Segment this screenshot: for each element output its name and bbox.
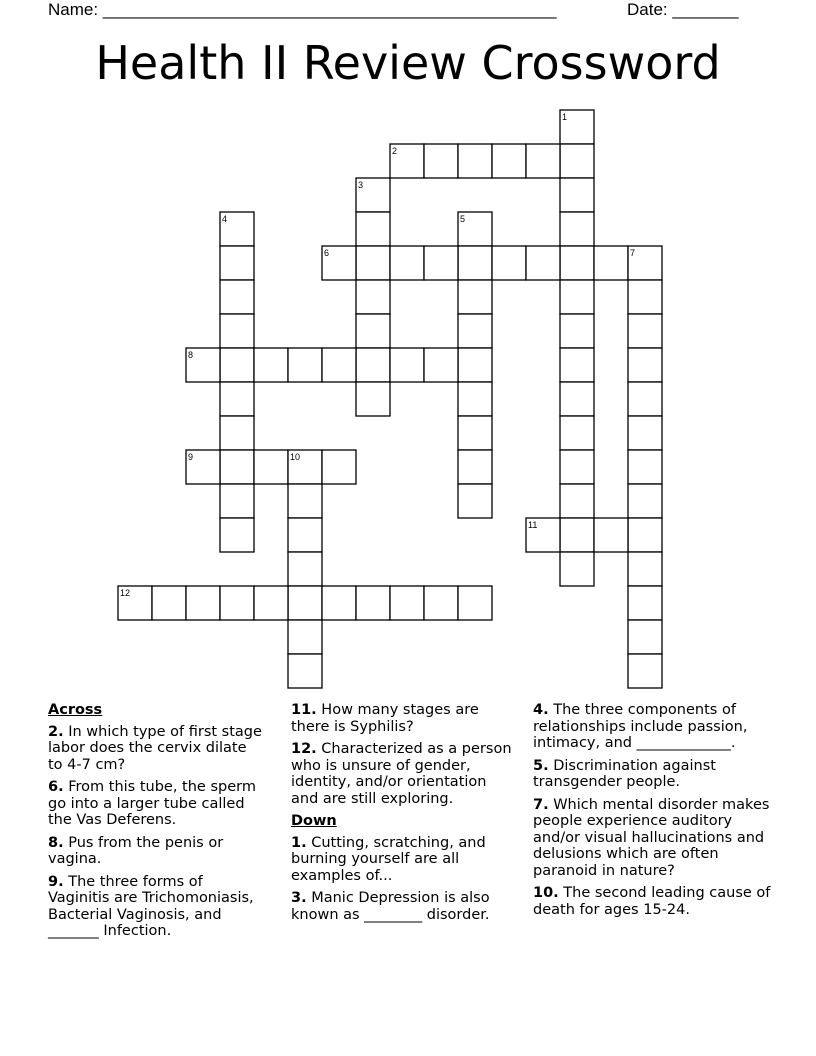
- grid-cell[interactable]: [560, 552, 594, 586]
- grid-cell[interactable]: [424, 586, 458, 620]
- grid-cell[interactable]: [288, 348, 322, 382]
- grid-cell[interactable]: [356, 586, 390, 620]
- grid-cell[interactable]: [220, 586, 254, 620]
- grid-cell[interactable]: [458, 450, 492, 484]
- clue-down-1: 1. Cutting, scratching, and burning yourself are all examples of...: [291, 834, 486, 884]
- grid-clue-number: 6: [324, 248, 330, 258]
- grid-cell[interactable]: [526, 246, 560, 280]
- grid-cell[interactable]: [152, 586, 186, 620]
- grid-cell[interactable]: [628, 586, 662, 620]
- grid-cell[interactable]: [254, 348, 288, 382]
- grid-cell[interactable]: [390, 246, 424, 280]
- clue-down-3: 3. Manic Depression is also known as ________ disorder.: [291, 890, 490, 923]
- clue-across-11: 11. How many stages are there is Syphilis?: [291, 702, 479, 735]
- grid-cell[interactable]: [458, 144, 492, 178]
- grid-cell[interactable]: [458, 586, 492, 620]
- clues-column-1: [48, 702, 263, 946]
- grid-cell[interactable]: [220, 348, 254, 382]
- grid-cell[interactable]: [628, 416, 662, 450]
- grid-clue-number: 2: [392, 146, 398, 156]
- clues-column-2: [291, 702, 516, 929]
- grid-cell[interactable]: [594, 518, 628, 552]
- grid-cell[interactable]: [220, 246, 254, 280]
- grid-cell[interactable]: [458, 484, 492, 518]
- grid-cell[interactable]: [560, 314, 594, 348]
- grid-cell[interactable]: [628, 450, 662, 484]
- grid-cell[interactable]: [560, 212, 594, 246]
- grid-cell[interactable]: [220, 280, 254, 314]
- grid-clue-number: 7: [630, 248, 636, 258]
- grid-cell[interactable]: [492, 246, 526, 280]
- down-heading: Down: [291, 813, 337, 829]
- grid-cell[interactable]: [288, 552, 322, 586]
- grid-cell[interactable]: [560, 450, 594, 484]
- grid-cell[interactable]: [628, 314, 662, 348]
- grid-cell[interactable]: [628, 518, 662, 552]
- grid-cell[interactable]: [356, 212, 390, 246]
- clue-down-4: 4. The three components of relationships include passion, intimacy, and _____________.: [533, 702, 748, 751]
- grid-cell[interactable]: [390, 348, 424, 382]
- grid-cell[interactable]: [628, 620, 662, 654]
- grid-cell[interactable]: [628, 280, 662, 314]
- grid-cell[interactable]: [526, 144, 560, 178]
- grid-clue-number: 3: [358, 180, 364, 190]
- grid-cell[interactable]: [560, 518, 594, 552]
- grid-cell[interactable]: [220, 484, 254, 518]
- grid-clue-number: 11: [528, 520, 538, 530]
- grid-cell[interactable]: [594, 246, 628, 280]
- grid-cell[interactable]: [458, 314, 492, 348]
- clue-across-8: 8. Pus from the penis or vagina.: [48, 834, 224, 867]
- grid-cell[interactable]: [628, 484, 662, 518]
- grid-cell[interactable]: [628, 654, 662, 688]
- grid-cell[interactable]: [356, 314, 390, 348]
- grid-clue-number: 10: [290, 452, 301, 462]
- grid-cell[interactable]: [560, 280, 594, 314]
- grid-clue-number: 12: [120, 588, 131, 598]
- grid-clue-number: 1: [562, 112, 568, 122]
- grid-clue-number: 5: [460, 214, 466, 224]
- grid-cell[interactable]: [186, 586, 220, 620]
- across-heading: Across: [48, 702, 103, 718]
- clue-down-5: 5. Discrimination against transgender people.: [533, 757, 716, 790]
- clues-column-3: [533, 702, 773, 924]
- grid-cell[interactable]: [628, 382, 662, 416]
- grid-cell[interactable]: [288, 620, 322, 654]
- grid-cell[interactable]: [356, 280, 390, 314]
- grid-cell[interactable]: [560, 348, 594, 382]
- grid-cell[interactable]: [424, 246, 458, 280]
- grid-clue-number: 4: [222, 214, 228, 224]
- grid-cell[interactable]: [288, 586, 322, 620]
- grid-cell[interactable]: [254, 450, 288, 484]
- grid-cell[interactable]: [458, 348, 492, 382]
- grid-cell[interactable]: [458, 416, 492, 450]
- grid-clue-number: 8: [188, 350, 194, 360]
- grid-cell[interactable]: [424, 144, 458, 178]
- grid-cell[interactable]: [458, 382, 492, 416]
- grid-cell[interactable]: [356, 382, 390, 416]
- grid-cell[interactable]: [220, 518, 254, 552]
- grid-cell[interactable]: [254, 586, 288, 620]
- grid-cell[interactable]: [560, 484, 594, 518]
- grid-clue-number: 9: [188, 452, 194, 462]
- clue-across-2: 2. In which type of first stage labor does the cervix dilate to 4-7 cm?: [48, 723, 262, 773]
- clue-down-10: 10. The second leading cause of death for ages 15-24.: [533, 885, 771, 918]
- clue-across-6: 6. From this tube, the sperm go into a larger tube called the Vas Deferens.: [48, 779, 256, 828]
- grid-cell[interactable]: [560, 382, 594, 416]
- grid-cell[interactable]: [220, 416, 254, 450]
- grid-cell[interactable]: [560, 416, 594, 450]
- grid-cell[interactable]: [628, 348, 662, 382]
- grid-cell[interactable]: [356, 246, 390, 280]
- clue-across-12: 12. Characterized as a person who is unsure of gender, identity, and/or orientation and are still exploring.: [291, 741, 512, 807]
- grid-cell[interactable]: [560, 178, 594, 212]
- page-title: Health II Review Crossword: [95, 36, 721, 90]
- grid-cell[interactable]: [356, 348, 390, 382]
- grid-cell[interactable]: [288, 484, 322, 518]
- grid-cell[interactable]: [288, 518, 322, 552]
- grid-cell[interactable]: [322, 450, 356, 484]
- grid-cell[interactable]: [560, 144, 594, 178]
- clue-down-7: 7. Which mental disorder makes people experience auditory and/or visual hallucinations and delusions which are often paranoid in nature?: [533, 796, 770, 879]
- grid-cell[interactable]: [322, 348, 356, 382]
- grid-cell[interactable]: [492, 144, 526, 178]
- grid-cell[interactable]: [220, 314, 254, 348]
- name-field: Name: ________________________________________________: [48, 0, 557, 19]
- grid-cell[interactable]: [390, 586, 424, 620]
- grid-cell[interactable]: [220, 450, 254, 484]
- date-field: Date: _______: [627, 0, 739, 19]
- grid-cell[interactable]: [458, 280, 492, 314]
- grid-cell[interactable]: [628, 552, 662, 586]
- grid-cell[interactable]: [288, 654, 322, 688]
- grid-cell[interactable]: [322, 586, 356, 620]
- grid-cell[interactable]: [458, 246, 492, 280]
- clue-across-9: 9. The three forms of Vaginitis are Trichomoniasis, Bacterial Vaginosis, and _______ Infection.: [48, 873, 254, 939]
- grid-cell[interactable]: [220, 382, 254, 416]
- grid-cell[interactable]: [424, 348, 458, 382]
- grid-cell[interactable]: [560, 246, 594, 280]
